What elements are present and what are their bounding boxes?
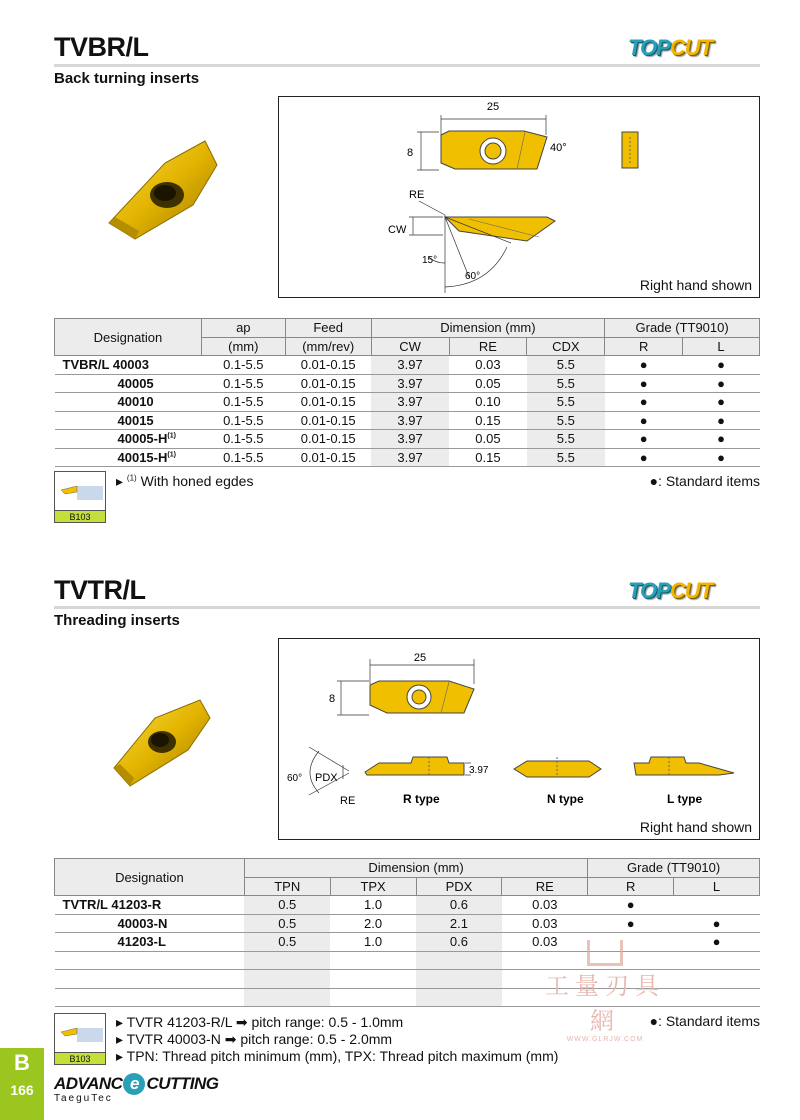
col2-grade: Grade (TT9010): [588, 859, 760, 878]
tvbr-table: [54, 318, 760, 467]
toolholder-icon-2: [55, 1014, 105, 1052]
r-type-label: R type: [403, 792, 440, 806]
col2-l: L: [674, 877, 760, 896]
title-rule: [54, 64, 760, 67]
col-grade: Grade (TT9010): [605, 319, 760, 338]
dim-angle-40: 40°: [550, 142, 567, 154]
honed-note: ▸ $^{(1)}$ With honed egdes: [116, 473, 254, 489]
col-cdx: CDX: [527, 337, 605, 356]
col-designation: Designation: [55, 319, 202, 356]
table-row: 40015 0.1-5.5 0.01-0.15 3.97 0.15 5.5 ● ●: [55, 411, 760, 430]
b103-thumbnail[interactable]: [54, 471, 106, 523]
title-rule-2: [54, 606, 760, 609]
diagram2-caption: Right hand shown: [639, 819, 752, 835]
dim-height: 8: [407, 147, 414, 159]
diagram-tvbr: [278, 96, 760, 298]
dim2-re: RE: [340, 795, 356, 807]
col-feed-unit: (mm/rev): [285, 337, 371, 356]
col-re: RE: [449, 337, 527, 356]
dim2-cw: 3.97: [469, 765, 489, 776]
section-tab: [0, 1048, 44, 1120]
dim2-length: 25: [413, 652, 427, 664]
col-cw: CW: [371, 337, 449, 356]
col-feed: Feed: [285, 319, 371, 338]
n-type-label: N type: [547, 792, 584, 806]
section2-subtitle: Threading inserts: [54, 612, 180, 629]
standard-items-note: ●: Standard items: [649, 473, 760, 489]
col-r: R: [605, 337, 683, 356]
watermark: 工量刃具網 WWW.GLRJW.COM: [540, 940, 670, 1043]
dim-length: 25: [486, 101, 500, 113]
table-row: 41203-L 0.5 1.0 0.6 0.03 ●: [55, 933, 760, 952]
b103-label-2: B103: [55, 1052, 105, 1064]
diagram-caption: Right hand shown: [639, 277, 752, 293]
topcut-logo: TOPCUT: [628, 35, 713, 60]
pitch-note-1: ▸ TVTR 41203-R/L ➡ pitch range: 0.5 - 1.0mm: [116, 1014, 404, 1030]
col-l: L: [683, 337, 760, 356]
dim-re-label: RE: [409, 189, 425, 201]
insert-photo-tvbr: [95, 135, 220, 245]
section1-title: TVBR/L: [54, 32, 149, 62]
col2-re: RE: [502, 877, 588, 896]
col2-dimension: Dimension (mm): [244, 859, 587, 878]
advancecutting-logo: ADVANC e CUTTING TaeguTec: [54, 1074, 219, 1104]
tvbr-drawing: [279, 97, 759, 297]
table-row: 40005 0.1-5.5 0.01-0.15 3.97 0.05 5.5 ● ●: [55, 374, 760, 393]
dim-cw-label: CW: [388, 224, 407, 236]
col2-pdx: PDX: [416, 877, 502, 896]
table-row: 40003-N 0.5 2.0 2.1 0.03 ● ●: [55, 914, 760, 933]
l-type-label: L type: [667, 792, 703, 806]
pitch-note-3: ▸ TPN: Thread pitch minimum (mm), TPX: Thread pitch maximum (mm): [116, 1048, 559, 1064]
dim2-height: 8: [329, 693, 336, 705]
dim2-angle: 60°: [287, 773, 303, 784]
col-ap: ap: [201, 319, 285, 338]
watermark-logo-icon: [587, 940, 623, 966]
col2-r: R: [588, 877, 674, 896]
pitch-note-2: ▸ TVTR 40003-N ➡ pitch range: 0.5 - 2.0mm: [116, 1031, 393, 1047]
table-row: TVBR/L 40003 0.1-5.5 0.01-0.15 3.97 0.03 5.5 ● ●: [55, 356, 760, 375]
b103-label: B103: [55, 510, 105, 522]
col-dimension: Dimension (mm): [371, 319, 605, 338]
insert-photo-tvtr: [100, 688, 215, 793]
dim-angle-15: 15°: [422, 255, 438, 266]
col2-tpn: TPN: [244, 877, 330, 896]
pitch-notes: [116, 1014, 558, 1065]
topcut-logo-2: TOPCUT: [628, 578, 713, 603]
tvtr-drawing: [279, 639, 759, 839]
toolholder-icon: [55, 472, 105, 510]
diagram-tvtr: [278, 638, 760, 840]
table-row: $40005-H^{(1)}$ 0.1-5.5 0.01-0.15 3.97 0.05 5.5 ● ●: [55, 430, 760, 449]
col-ap-unit: (mm): [201, 337, 285, 356]
table-row: $40015-H^{(1)}$ 0.1-5.5 0.01-0.15 3.97 0.15 5.5 ● ●: [55, 448, 760, 467]
table-row: 40010 0.1-5.5 0.01-0.15 3.97 0.10 5.5 ● ●: [55, 393, 760, 412]
dim-angle-60: 60°: [465, 271, 481, 282]
page-number: 166: [10, 1082, 34, 1098]
col2-designation: Designation: [55, 859, 245, 896]
b103-thumbnail-2[interactable]: [54, 1013, 106, 1065]
col2-tpx: TPX: [330, 877, 416, 896]
table-row: TVTR/L 41203-R 0.5 1.0 0.6 0.03 ●: [55, 896, 760, 915]
dim2-pdx: PDX: [315, 772, 338, 784]
section2-title: TVTR/L: [54, 575, 146, 605]
tab-letter: B: [14, 1050, 30, 1075]
section1-subtitle: Back turning inserts: [54, 70, 200, 87]
standard-items-note-2: ●: Standard items: [649, 1013, 760, 1029]
